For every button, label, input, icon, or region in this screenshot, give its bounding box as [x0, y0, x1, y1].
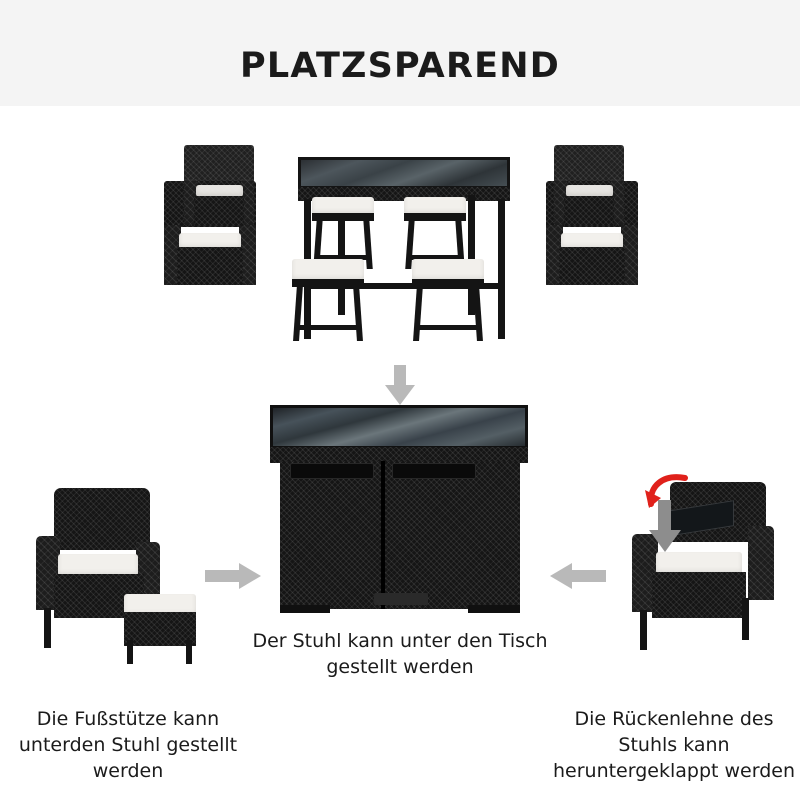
arrow-right-icon	[205, 563, 261, 589]
arrow-down-icon	[385, 365, 415, 405]
footstool-front-right	[412, 259, 484, 341]
table-glass-top	[270, 405, 528, 449]
chair-leg	[44, 608, 51, 648]
chair-leg	[742, 598, 749, 640]
table-leg	[498, 199, 505, 339]
footstool-leg	[127, 640, 133, 664]
table-glass-top	[298, 157, 510, 189]
stool-rail	[296, 325, 360, 330]
chair-seat-cushion	[58, 554, 138, 576]
scene-chair-footstool	[28, 488, 206, 680]
caption-right: Die Rückenlehne des Stuhls kann heruntergeklappt werden	[552, 708, 796, 782]
chair-backrest	[554, 145, 624, 181]
stool-cushion	[412, 259, 484, 281]
page-title: PLATZSPAREND	[240, 46, 560, 86]
footstool-leg	[186, 640, 192, 664]
chair-backrest-left	[290, 463, 374, 479]
fold-direction-grey-arrow-icon	[648, 500, 682, 556]
chair-arm-right	[748, 526, 774, 600]
chair-base	[652, 572, 746, 618]
scene-chair-folding-back	[608, 478, 788, 676]
stool-leg	[353, 285, 363, 341]
tucked-chairs-body	[280, 461, 520, 609]
chair-base	[564, 196, 614, 226]
chair-base	[177, 247, 243, 285]
caption-left: Die Fußstütze kann unterden Stuhl gestellt werden	[18, 708, 238, 782]
chair-right-back	[554, 145, 624, 231]
caption-center: Der Stuhl kann unter den Tisch gestellt werden	[252, 630, 548, 678]
footstool-front-left	[292, 259, 364, 341]
scene-dining-set	[150, 135, 655, 350]
stool-leg	[363, 219, 372, 269]
chair-base	[559, 247, 625, 285]
brand-logo	[374, 593, 428, 605]
stool-rail	[416, 325, 480, 330]
scene-stacked-set	[262, 405, 538, 620]
foot-rail	[468, 605, 520, 613]
stool-leg	[473, 285, 483, 341]
foot-rail	[280, 605, 330, 613]
stool-cushion	[292, 259, 364, 281]
chair-leg	[640, 610, 647, 650]
chair-left-back	[184, 145, 254, 231]
chair-backrest-right	[392, 463, 476, 479]
stool-leg	[293, 285, 303, 341]
chair-base	[194, 196, 244, 226]
arrow-left-icon	[550, 563, 606, 589]
stool-leg	[413, 285, 423, 341]
chair-backrest	[184, 145, 254, 181]
chair-gap-divider	[381, 461, 385, 609]
chair-backrest	[54, 488, 150, 550]
